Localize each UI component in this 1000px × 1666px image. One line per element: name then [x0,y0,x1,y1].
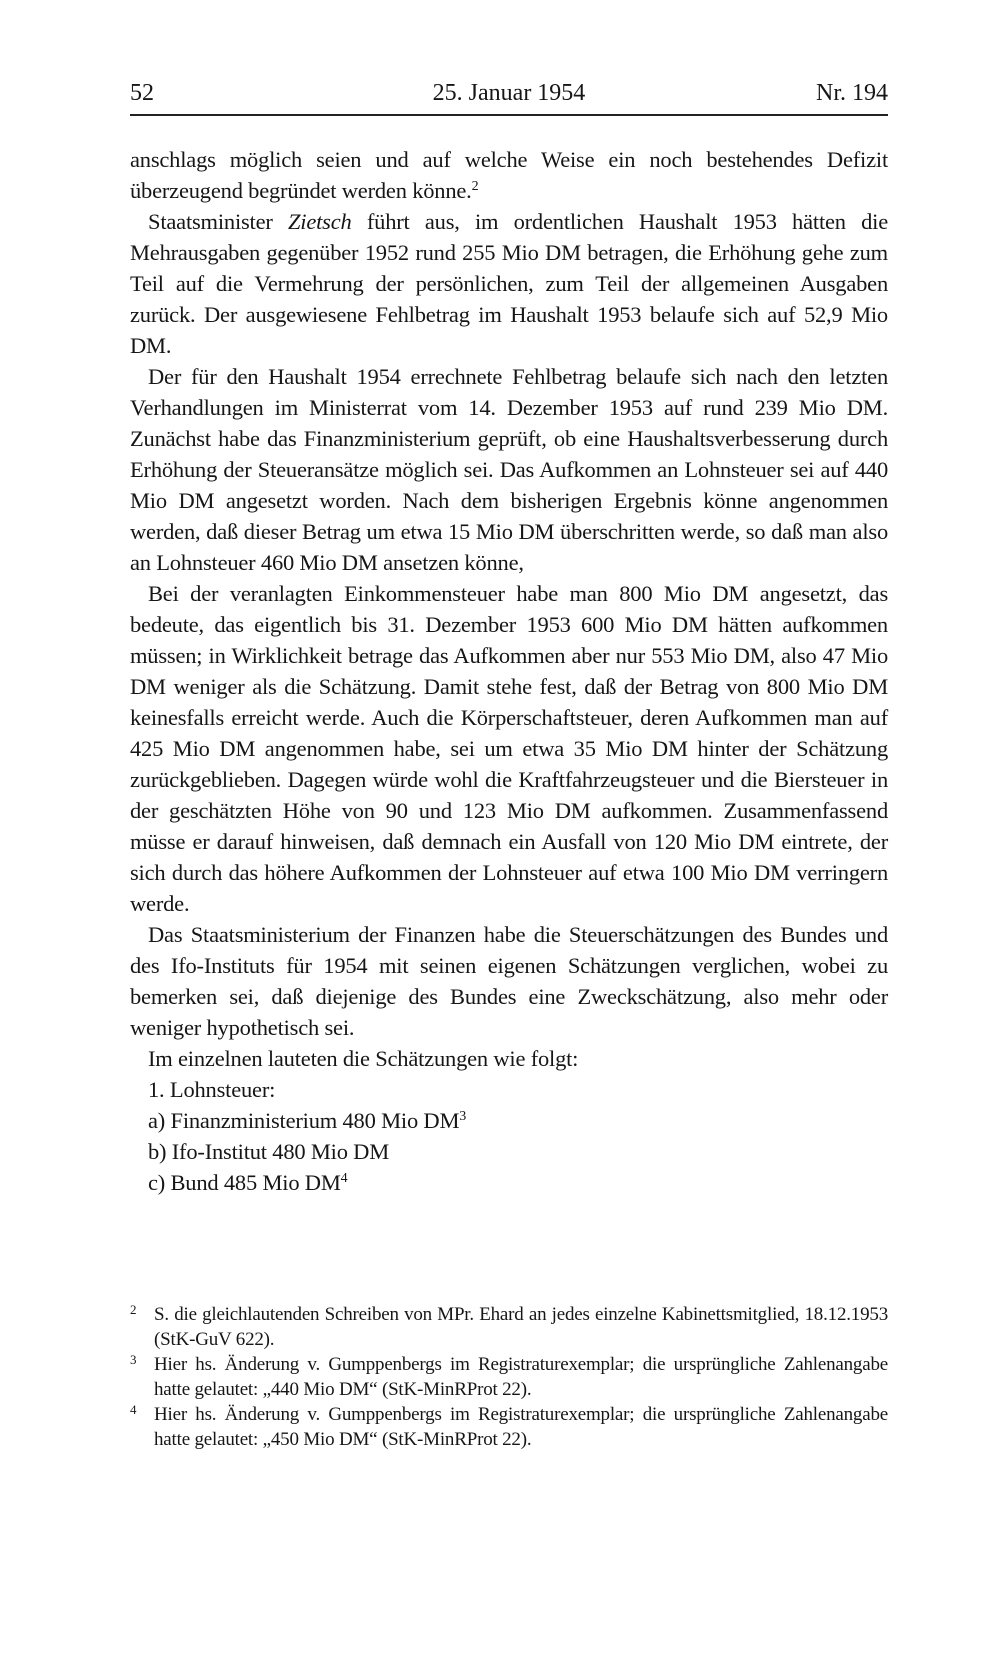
footnote-ref: 3 [459,1109,467,1124]
footnote: 3 Hier hs. Änderung v. Gumppenbergs im Registraturexemplar; die ursprüngliche Zahlenangabe hatte gelautet: „440 Mio DM“ (StK-MinRProt 22). [130,1352,888,1400]
header-issue-number: Nr. 194 [816,80,888,106]
footnote: 4 Hier hs. Änderung v. Gumppenbergs im Registraturexemplar; die ursprüngliche Zahlenangabe hatte gelautet: „450 Mio DM“ (StK-MinRProt 22). [130,1402,888,1450]
footnote-ref: 4 [340,1171,348,1186]
footnote: 2 S. die gleichlautenden Schreiben von MPr. Ehard an jedes einzelne Kabinettsmitglied, 18.12.1953 (StK-GuV 622). [130,1302,888,1350]
page-header [130,79,888,109]
footnote-text: Hier hs. Änderung v. Gumppenbergs im Registraturexemplar; die ursprüngliche Zahlenangabe hatte gelautet: „450 Mio DM“ (StK-MinRProt 22). [154,1404,888,1450]
paragraph: Bei der veranlagten Einkommensteuer habe man 800 Mio DM angesetzt, das bedeute, das eigentlich bis 31. Dezember 1953 600 Mio DM hätten aufkommen müssen; in Wirklichkeit betrage das Aufkommen aber nur 553 Mio DM, also 47 Mio DM weniger als die Schätzung. Damit stehe fest, daß der Betrag von 800 Mio DM keinesfalls erreicht werde. Auch die Körperschaftsteuer, deren Aufkommen man auf 425 Mio DM angenommen habe, sei um etwa 35 Mio DM hinter der Schätzung zurückgeblieben. Dagegen würde wohl die Kraftfahrzeugsteuer und die Biersteuer in der geschätzten Höhe von 90 und 123 Mio DM aufkommen. Zusammenfassend müsse er darauf hinweisen, daß demnach ein Ausfall von 120 Mio DM eintrete, der sich durch das höhere Aufkommen der Lohnsteuer auf etwa 100 Mio DM verringern werde. [130,581,888,916]
header-rule [130,114,888,116]
paragraph: Das Staatsministerium der Finanzen habe die Steuerschätzungen des Bundes und des Ifo-Instituts für 1954 mit seinen eigenen Schätzungen verglichen, wobei zu bemerken sei, daß diejenige des Bundes eine Zweckschätzung, also mehr oder weniger hypothetisch sei. [130,922,888,1040]
header-date: 25. Januar 1954 [432,80,586,106]
paragraph: 1. Lohnsteuer: [148,1077,276,1102]
paragraph: Im einzelnen lauteten die Schätzungen wie folgt: [148,1046,579,1071]
footnote-text: S. die gleichlautenden Schreiben von MPr. Ehard an jedes einzelne Kabinettsmitglied, 18.12.1953 (StK-GuV 622). [154,1304,888,1350]
paragraph: c) Bund 485 Mio DM$^4$ [148,1170,348,1195]
footnotes [130,1302,888,1452]
paragraph: a) Finanzministerium 480 Mio DM$^3$ [148,1108,467,1133]
page-number: 52 [130,80,154,106]
paragraph: Staatsminister Zietsch führt aus, im ordentlichen Haushalt 1953 hätten die Mehrausgaben gegenüber 1952 rund 255 Mio DM betragen, die Erhöhung gehe zum Teil auf die Vermehrung der persönlichen, zum Teil der allgemeinen Ausgaben zurück. Der ausgewiesene Fehlbetrag im Haushalt 1953 belaufe sich auf 52,9 Mio DM. [130,209,888,358]
footnote-ref: 2 [471,179,479,194]
paragraph: b) Ifo-Institut 480 Mio DM [148,1139,390,1164]
paragraph: anschlags möglich seien und auf welche Weise ein noch bestehendes Defizit überzeugend begründet werden könne.$^2$ [130,147,888,203]
footnote-text: Hier hs. Änderung v. Gumppenbergs im Registraturexemplar; die ursprüngliche Zahlenangabe hatte gelautet: „440 Mio DM“ (StK-MinRProt 22). [154,1354,888,1400]
speaker-name: Zietsch [287,209,352,234]
body-text [130,144,888,1198]
paragraph: Der für den Haushalt 1954 errechnete Fehlbetrag belaufe sich nach den letzten Verhandlungen im Ministerrat vom 14. Dezember 1953 auf rund 239 Mio DM. Zunächst habe das Finanzministerium geprüft, ob eine Haushaltsverbesserung durch Erhöhung der Steueransätze möglich sei. Das Aufkommen an Lohnsteuer sei auf 440 Mio DM angesetzt worden. Nach dem bisherigen Ergebnis könne angenommen werden, daß dieser Betrag um etwa 15 Mio DM überschritten werde, so daß man also an Lohnsteuer 460 Mio DM ansetzen könne, [130,364,888,575]
